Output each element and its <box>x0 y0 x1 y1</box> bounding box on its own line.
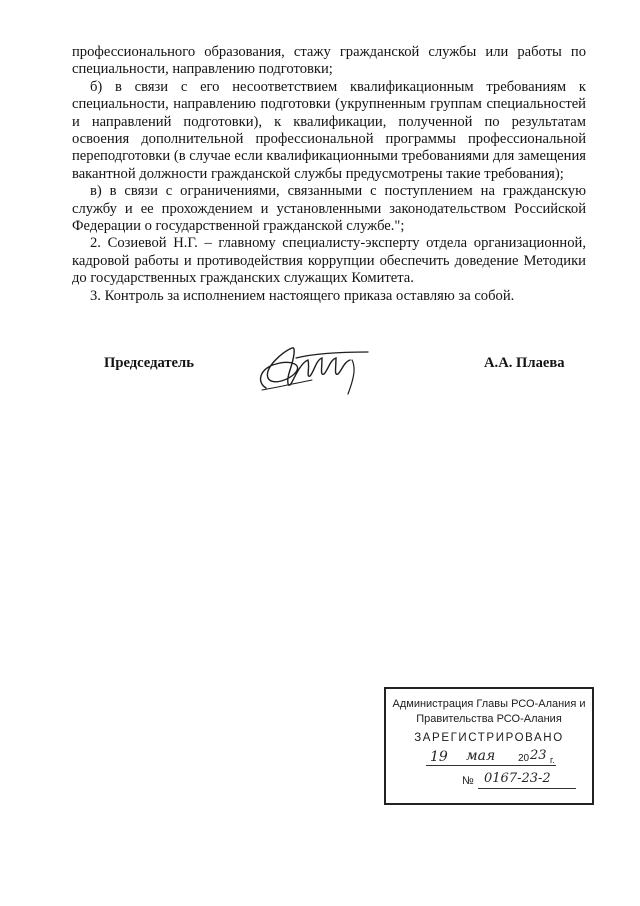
handwritten-signature <box>252 338 370 400</box>
stamp-status: ЗАРЕГИСТРИРОВАНО <box>414 732 564 744</box>
stamp-number <box>462 771 580 791</box>
stamp-date-year-prefix: 20 <box>518 753 530 764</box>
stamp-number-underline <box>478 788 576 789</box>
paragraph-continuation: профессионального образования, стажу гражданской службы или работы по специальности, направлению подготовки; <box>72 44 586 78</box>
signatory-title: Председатель <box>104 355 194 371</box>
stamp-organization-line1: Администрация Главы РСО-Алания и <box>392 698 586 710</box>
stamp-date-year: 23 <box>530 748 547 763</box>
stamp-date <box>426 749 576 769</box>
signatory-name: А.А. Плаева <box>484 355 565 371</box>
paragraph-item-v: в) в связи с ограничениями, связанными с поступлением на гражданскую службу и ее прохождением и установленными законодательством Российской Федерации о государственной гражданской службе."; <box>72 183 586 235</box>
document-body <box>72 44 586 305</box>
paragraph-point-2: 2. Созиевой Н.Г. – главному специалисту-эксперту отдела организационной, кадровой работы и противодействия коррупции обеспечить доведение Методики до государственных гражданских служащих Комитета. <box>72 235 586 287</box>
stamp-date-underline <box>426 765 556 766</box>
stamp-number-value: 0167-23-2 <box>484 771 551 786</box>
stamp-date-year-mark: г. <box>550 755 555 765</box>
stamp-date-month: мая <box>466 748 496 764</box>
stamp-number-label: № <box>462 775 474 787</box>
paragraph-point-3: 3. Контроль за исполнением настоящего приказа оставляю за собой. <box>90 287 515 304</box>
registration-stamp <box>384 687 594 805</box>
stamp-organization-line2: Правительства РСО-Алания <box>416 713 562 725</box>
paragraph-item-b: б) в связи с его несоответствием квалификационным требованиям к специальности, направлению подготовки (укрупненным группам специальностей и направлений подготовки), к квалификации, полученной по результатам освоения дополнительной профессиональной программы профессиональной переподготовки (в случае если квалификационными требованиями для замещения вакантной должности гражданской службы предусмотрены такие требования); <box>72 78 586 182</box>
stamp-date-day: 19 <box>430 749 448 765</box>
